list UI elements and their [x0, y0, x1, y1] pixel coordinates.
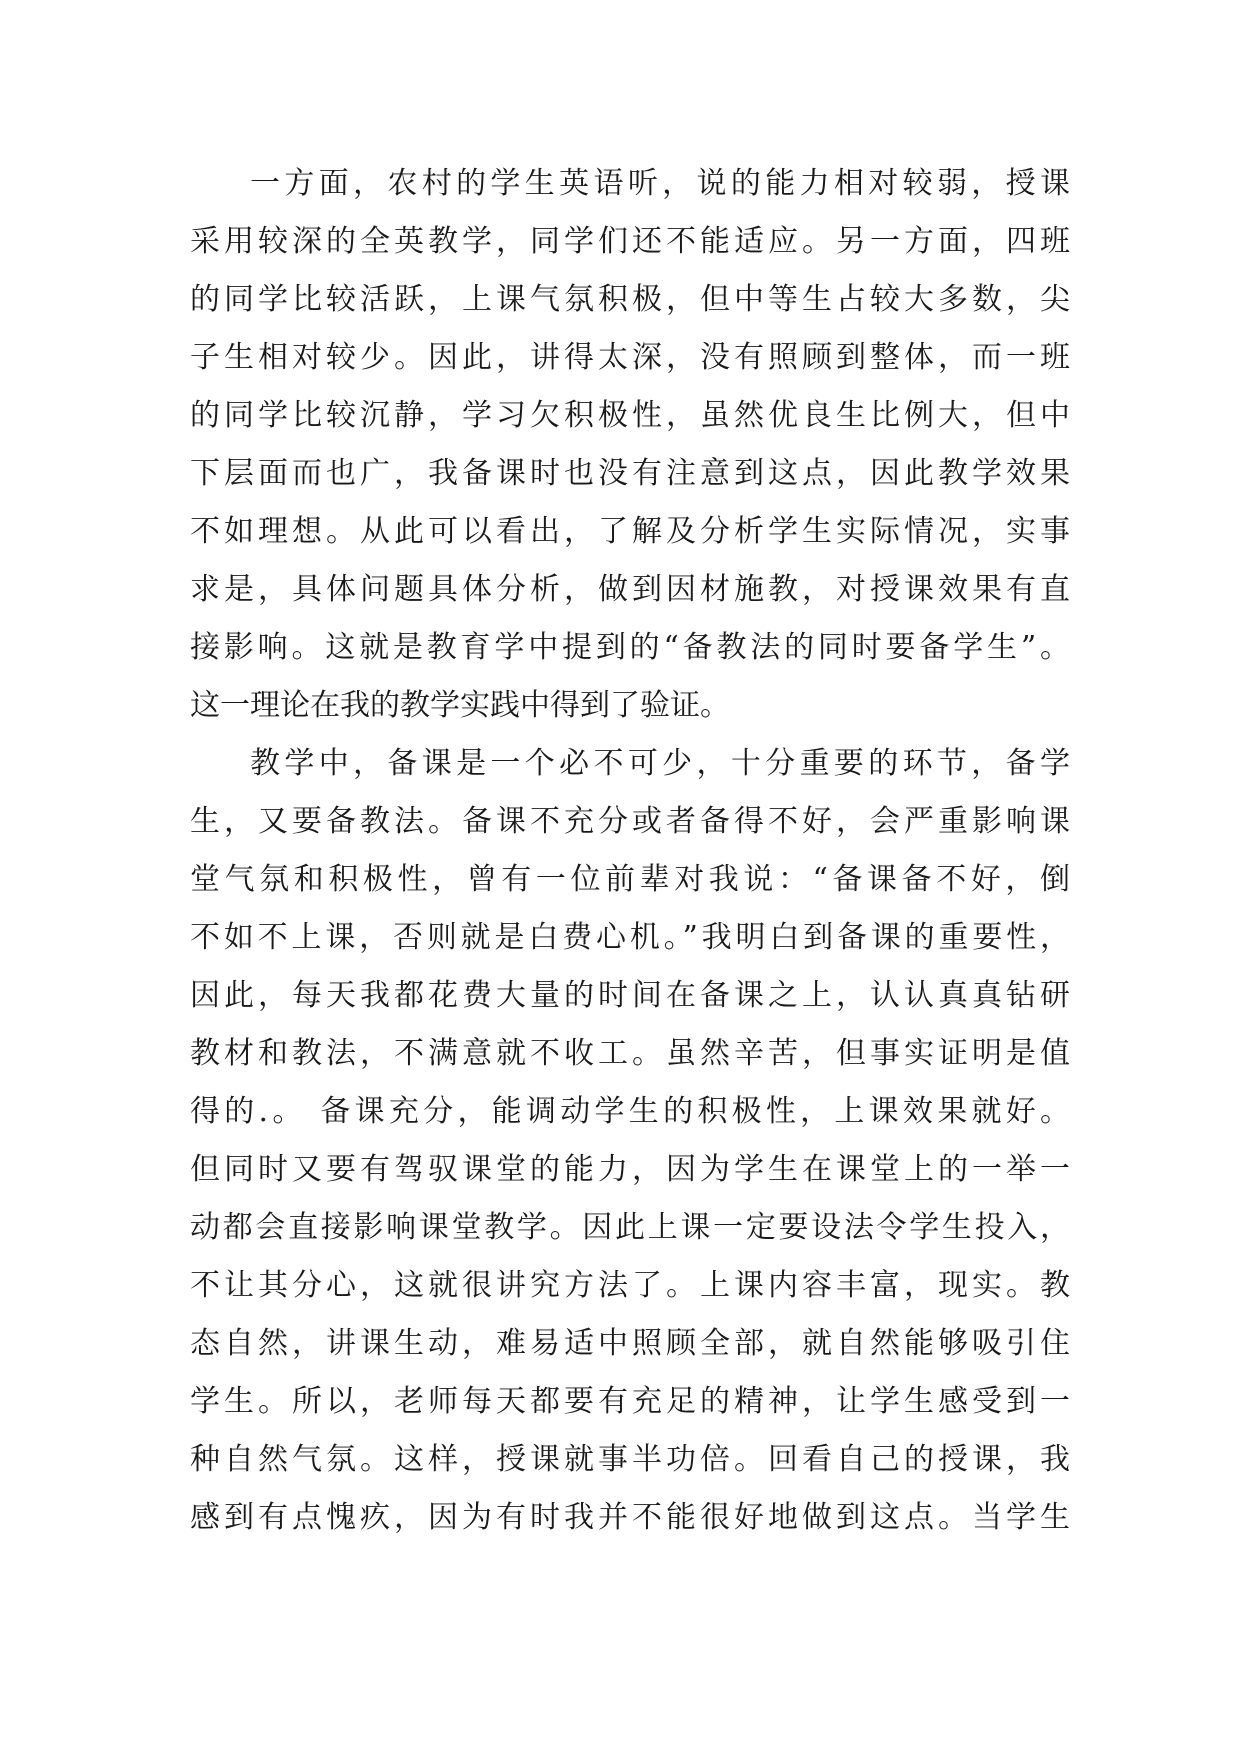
text-line: 学生。所以，老师每天都要有充足的精神，让学生感受到一: [190, 1384, 1070, 1419]
text-line: 采用较深的全英教学，同学们还不能适应。另一方面，四班: [190, 224, 1070, 259]
text-line: 教材和教法，不满意就不收工。虽然辛苦，但事实证明是值: [190, 1036, 1070, 1071]
text-line: 接影响。这就是教育学中提到的“备教法的同时要备学生”。: [190, 630, 1070, 665]
text-line: 教学中，备课是一个必不可少，十分重要的环节，备学: [250, 746, 1070, 781]
text-line: 的同学比较沉静，学习欠积极性，虽然优良生比例大，但中: [190, 398, 1070, 433]
text-line: 得的.。 备课充分，能调动学生的积极性，上课效果就好。: [190, 1094, 1070, 1129]
text-line: 下层面而也广，我备课时也没有注意到这点，因此教学效果: [190, 456, 1070, 491]
text-line: 种自然气氛。这样，授课就事半功倍。回看自己的授课，我: [190, 1442, 1070, 1477]
text-line: 动都会直接影响课堂教学。因此上课一定要设法令学生投入，: [190, 1210, 1070, 1245]
text-line: 因此，每天我都花费大量的时间在备课之上，认认真真钻研: [190, 978, 1070, 1013]
text-line: 堂气氛和积极性，曾有一位前辈对我说：“备课备不好，倒: [190, 862, 1070, 897]
text-line: 不如不上课，否则就是白费心机。”我明白到备课的重要性，: [190, 920, 1070, 955]
text-line: 求是，具体问题具体分析，做到因材施教，对授课效果有直: [190, 572, 1070, 607]
text-line: 感到有点愧疚，因为有时我并不能很好地做到这点。当学生: [190, 1500, 1070, 1535]
text-line: 不如理想。从此可以看出，了解及分析学生实际情况，实事: [190, 514, 1070, 549]
paragraph-2: [190, 735, 1070, 1547]
text-line: 态自然，讲课生动，难易适中照顾全部，就自然能够吸引住: [190, 1326, 1070, 1361]
text-line: 一方面，农村的学生英语听，说的能力相对较弱，授课: [250, 166, 1070, 201]
text-line: 但同时又要有驾驭课堂的能力，因为学生在课堂上的一举一: [190, 1152, 1070, 1187]
text-line: 生，又要备教法。备课不充分或者备得不好，会严重影响课: [190, 804, 1070, 839]
paragraph-1: [190, 155, 1070, 735]
text-line: 的同学比较活跃，上课气氛积极，但中等生占较大多数，尖: [190, 282, 1070, 317]
text-line: 这一理论在我的教学实践中得到了验证。: [190, 688, 730, 723]
document-body: [190, 155, 1070, 1547]
text-line: 子生相对较少。因此，讲得太深，没有照顾到整体，而一班: [190, 340, 1070, 375]
text-line: 不让其分心，这就很讲究方法了。上课内容丰富，现实。教: [190, 1268, 1070, 1303]
